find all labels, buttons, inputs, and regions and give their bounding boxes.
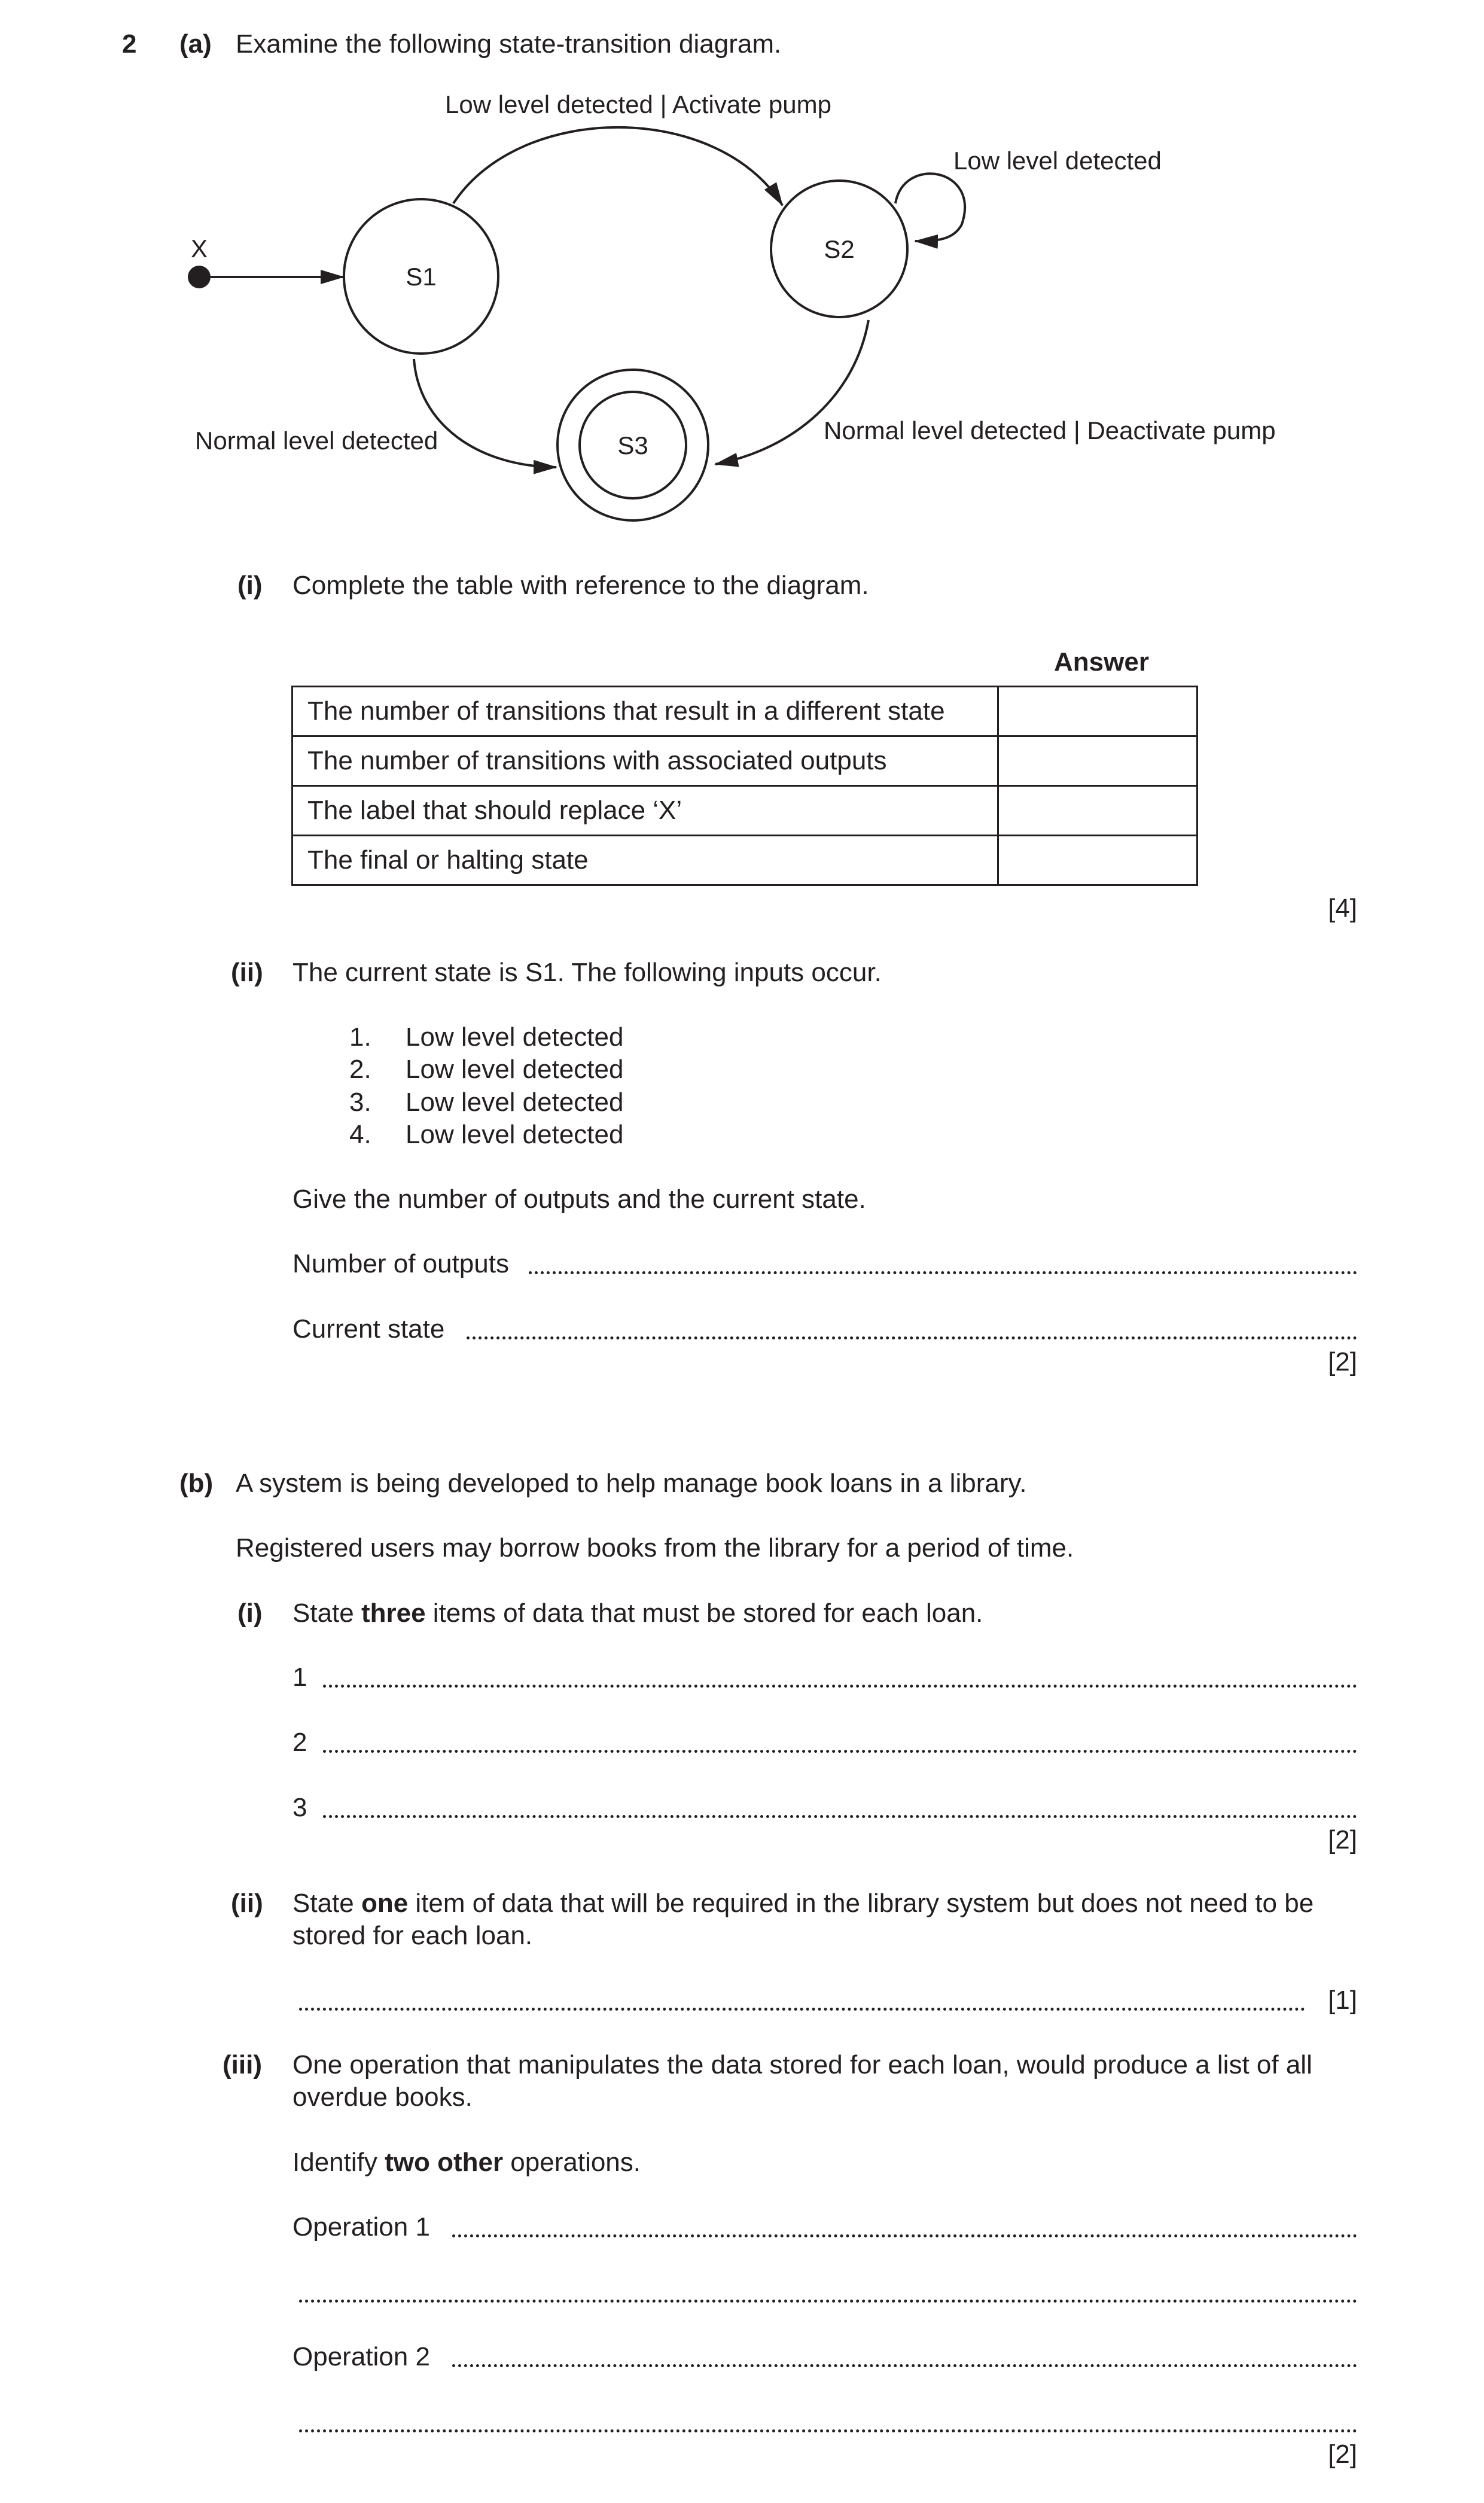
marks-b-i: [2] [1328, 1825, 1357, 1855]
outputs-label: Number of outputs [292, 1249, 509, 1278]
answer-line-number: 3 [292, 1793, 307, 1822]
marks-b-iii: [2] [1328, 2440, 1357, 2469]
input-text: Low level detected [406, 1022, 624, 1052]
table-question-cell: The number of transitions that result in a different state [292, 687, 998, 736]
part-a-ii-label: (ii) [231, 958, 263, 987]
part-b-ii-text-line2: stored for each loan. [292, 1921, 533, 1950]
part-b-label: (b) [179, 1469, 214, 1498]
input-number: 3. [349, 1088, 371, 1117]
table-row [292, 687, 1197, 736]
item-1-answer-line[interactable] [323, 1685, 1357, 1688]
answer-line-number: 2 [292, 1728, 307, 1757]
state-s3-label: S3 [617, 431, 648, 459]
start-dot [188, 266, 211, 288]
part-a-ii-text: The current state is S1. The following inputs occur. [292, 958, 882, 987]
part-b-ii-label: (ii) [231, 1889, 263, 1918]
state-s1-label: S1 [406, 263, 437, 291]
part-a-i-label: (i) [237, 571, 263, 600]
part-b-i-text-bold: three [361, 1598, 426, 1628]
operation-1-answer-line[interactable] [452, 2234, 1357, 2237]
answer-cell[interactable] [998, 786, 1197, 836]
input-number: 2. [349, 1055, 371, 1084]
part-b-iii-prompt-bold: two other [385, 2148, 504, 2177]
part-b-intro: A system is being developed to help manage book loans in a library. [236, 1469, 1027, 1498]
marks-a-ii: [2] [1328, 1347, 1357, 1377]
part-b-i-text [292, 1600, 983, 1627]
state-s2-label: S2 [824, 235, 855, 263]
item-3-answer-line[interactable] [323, 1815, 1357, 1818]
operation-2-answer-line[interactable] [452, 2364, 1357, 2367]
operation-1-answer-line-2[interactable] [299, 2300, 1357, 2303]
transition-s1-s2 [453, 127, 782, 205]
marks-a-i: [4] [1328, 894, 1357, 923]
input-text: Low level detected [406, 1088, 624, 1117]
part-b-iii-prompt-pre: Identify [292, 2148, 385, 2177]
marks-b-ii: [1] [1328, 1986, 1357, 2015]
outputs-answer-line[interactable] [529, 1271, 1357, 1274]
operation-2-label: Operation 2 [292, 2342, 430, 2371]
part-b-ii-text [292, 1890, 1314, 1917]
input-text: Low level detected [406, 1120, 624, 1149]
part-b-ii-text-bold: one [361, 1889, 409, 1918]
part-b-iii-text-line2: overdue books. [292, 2082, 473, 2112]
answer-column-header: Answer [1054, 647, 1149, 677]
start-label: X [190, 235, 208, 263]
part-b-iii-prompt [292, 2149, 641, 2176]
part-b-iii-label: (iii) [223, 2050, 262, 2079]
state-transition-diagram [0, 0, 1484, 538]
current-state-answer-line[interactable] [467, 1336, 1357, 1339]
part-a-i-text: Complete the table with reference to the diagram. [292, 571, 869, 600]
part-b-intro-2: Registered users may borrow books from the library for a period of time. [236, 1533, 1074, 1563]
part-b-ii-answer-line[interactable] [299, 2008, 1305, 2011]
part-b-iii-text-line1: One operation that manipulates the data stored for each loan, would produce a list of all [292, 2050, 1312, 2079]
current-state-label: Current state [292, 1314, 445, 1344]
table-question-cell: The label that should replace ‘X’ [292, 786, 998, 836]
table-row [292, 836, 1197, 885]
item-2-answer-line[interactable] [323, 1750, 1357, 1753]
part-b-i-text-pre: State [292, 1598, 361, 1628]
input-text: Low level detected [406, 1055, 624, 1084]
answer-line-number: 1 [292, 1662, 307, 1692]
transition-s1-s2-label: Low level detected | Activate pump [445, 90, 831, 118]
part-b-ii-text-pre: State [292, 1889, 361, 1918]
part-b-i-label: (i) [237, 1598, 263, 1628]
table-row [292, 736, 1197, 786]
answer-table [291, 686, 1198, 886]
transition-s2-s3-label: Normal level detected | Deactivate pump [824, 416, 1276, 444]
part-b-iii-prompt-post: operations. [503, 2148, 641, 2177]
part-a-intro: Examine the following state-transition diagram. [236, 29, 782, 59]
operation-2-answer-line-2[interactable] [299, 2429, 1357, 2432]
answer-cell[interactable] [998, 687, 1197, 736]
part-a-label: (a) [179, 29, 212, 59]
part-b-ii-text-post: item of data that will be required in the library system but does not need to be [408, 1889, 1314, 1918]
input-number: 4. [349, 1120, 371, 1149]
part-b-i-text-post: items of data that must be stored for each loan. [425, 1598, 983, 1628]
table-question-cell: The number of transitions with associated outputs [292, 736, 998, 786]
question-number: 2 [122, 29, 137, 59]
operation-1-label: Operation 1 [292, 2212, 430, 2242]
table-row [292, 786, 1197, 836]
transition-s1-s3-label: Normal level detected [195, 427, 438, 455]
transition-s2-self-label: Low level detected [953, 147, 1162, 175]
part-a-ii-prompt: Give the number of outputs and the current state. [292, 1184, 866, 1214]
answer-cell[interactable] [998, 736, 1197, 786]
answer-cell[interactable] [998, 836, 1197, 885]
input-number: 1. [349, 1022, 371, 1052]
table-question-cell: The final or halting state [292, 836, 998, 885]
